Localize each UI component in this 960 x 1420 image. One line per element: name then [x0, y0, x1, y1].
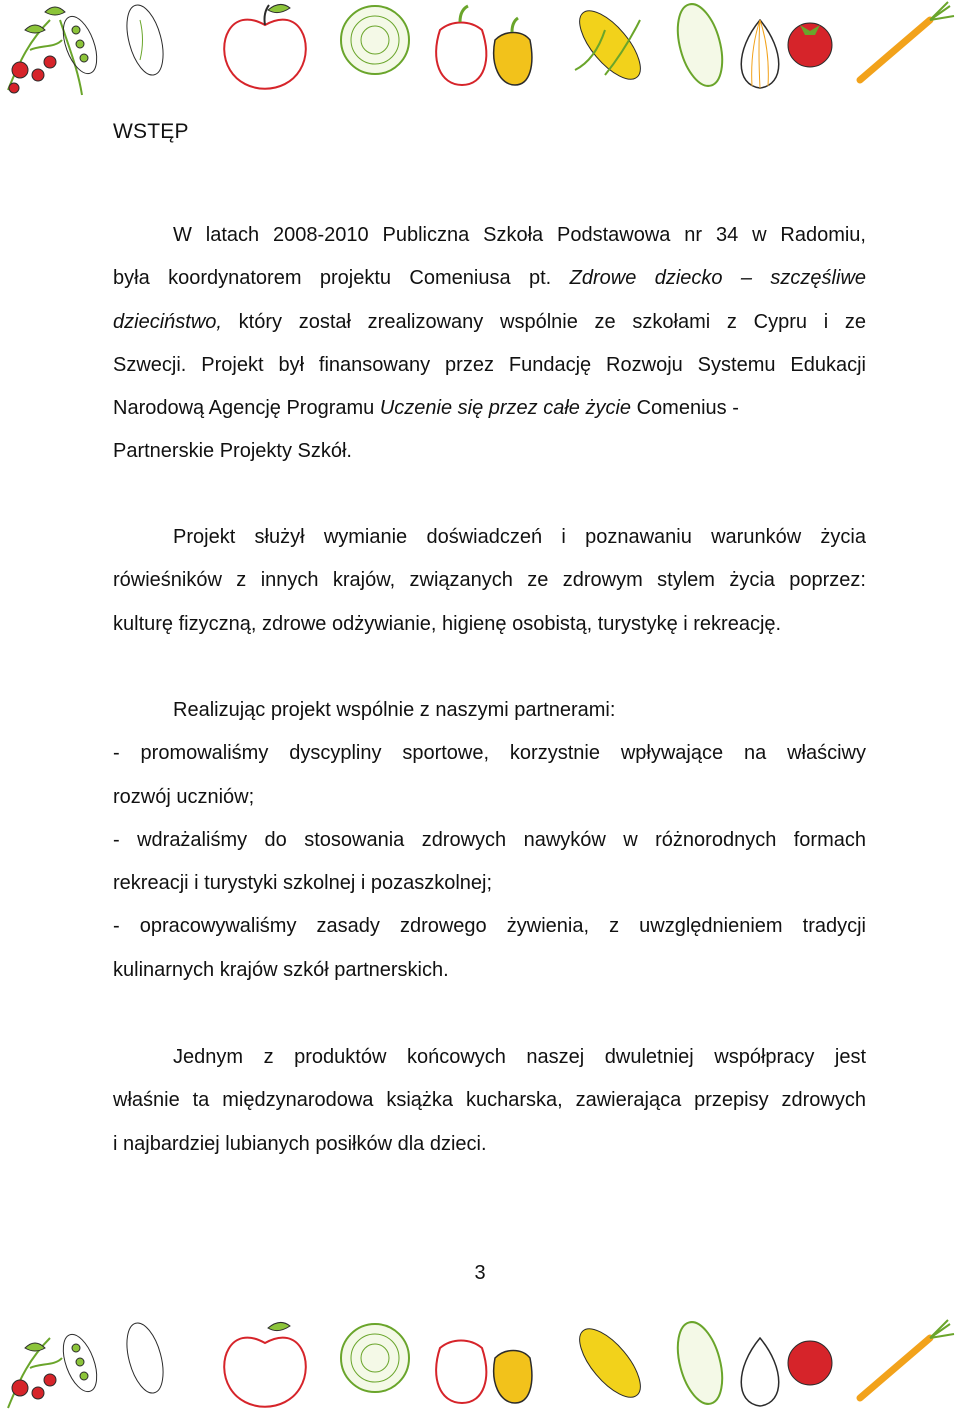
vegetable-border-top — [0, 0, 960, 100]
paragraph-3-line-2: - promowaliśmy dyscypliny sportowe, korzystnie wpływające na właściwy — [113, 742, 866, 765]
paragraph-1-line-2: była koordynatorem projektu Comeniusa pt. Zdrowe dziecko – szczęśliwe — [113, 267, 867, 290]
yellow-pepper-icon — [494, 18, 532, 85]
page-number: 3 — [474, 1262, 486, 1284]
tomato-vine-icon — [8, 7, 65, 93]
carrot-icon — [860, 2, 954, 80]
paragraph-2-line-3: kulturę fizyczną, zdrowe odżywianie, higienę osobistą, turystykę i rekreację. — [113, 612, 782, 635]
cucumber-icon — [120, 1, 170, 79]
corn-icon — [569, 1319, 651, 1406]
paragraph-1-line-6: Partnerskie Projekty Szkół. — [113, 440, 352, 463]
yellow-pepper-icon — [494, 1351, 532, 1404]
paragraph-1-line-3: dzieciństwo, który został zrealizowany wspólnie ze szkołami z Cypru i ze — [113, 310, 866, 333]
paragraph-3-line-7: kulinarnych krajów szkół partnerskich. — [113, 958, 449, 981]
paragraph-3-line-1: Realizując projekt wspólnie z naszymi partnerami: — [173, 699, 616, 721]
paragraph-1-line-5: Narodową Agencję Programu Uczenie się przez całe życie Comenius - — [113, 397, 739, 420]
paragraph-1 — [113, 214, 866, 474]
tomato-icon — [788, 1341, 832, 1385]
vegetable-border-bottom — [0, 1318, 960, 1418]
bell-pepper-icon — [436, 1341, 486, 1404]
paragraph-3 — [113, 689, 866, 992]
paragraph-4 — [113, 1036, 866, 1166]
paragraph-3-line-5: rekreacji i turystyki szkolnej i pozaszkolnej; — [113, 872, 493, 895]
garlic-icon — [741, 1338, 779, 1406]
paragraph-2 — [113, 516, 866, 646]
cucumber-icon — [120, 1319, 170, 1397]
beans-icon — [57, 12, 104, 95]
onion-slice-icon — [341, 6, 409, 74]
paragraph-2-line-2: rówieśników z innych krajów, związanych ze zdrowym stylem życia poprzez: — [113, 569, 866, 592]
tomato-icon — [788, 23, 832, 67]
paragraph-3-line-4: - wdrażaliśmy do stosowania zdrowych nawyków w różnorodnych formach — [113, 828, 866, 851]
bell-pepper-icon — [436, 6, 486, 85]
zucchini-icon — [670, 1318, 730, 1409]
carrot-icon — [860, 1320, 954, 1398]
beans-icon — [57, 1330, 104, 1396]
section-heading: WSTĘP — [113, 120, 189, 143]
garlic-icon — [741, 20, 779, 88]
paragraph-4-line-3: i najbardziej lubianych posiłków dla dzieci. — [113, 1132, 487, 1155]
zucchini-icon — [670, 0, 730, 91]
apple-icon — [224, 4, 306, 88]
tomato-vine-icon — [8, 1338, 62, 1408]
paragraph-3-line-3: rozwój uczniów; — [113, 785, 255, 808]
paragraph-1-line-1: W latach 2008-2010 Publiczna Szkoła Podstawowa nr 34 w Radomiu, — [173, 224, 866, 246]
apple-icon — [224, 1322, 306, 1406]
paragraph-4-line-1: Jednym z produktów końcowych naszej dwuletniej współpracy jest — [173, 1046, 866, 1068]
paragraph-3-line-6: - opracowywaliśmy zasady zdrowego żywienia, z uwzględnieniem tradycji — [113, 915, 866, 938]
paragraph-2-line-1: Projekt służył wymianie doświadczeń i poznawaniu warunków życia — [173, 526, 866, 548]
paragraph-1-line-4: Szwecji. Projekt był finansowany przez Fundację Rozwoju Systemu Edukacji — [113, 353, 866, 376]
onion-slice-icon — [341, 1324, 409, 1392]
corn-icon — [569, 1, 651, 88]
paragraph-4-line-2: właśnie ta międzynarodowa książka kucharska, zawierająca przepisy zdrowych — [113, 1089, 866, 1112]
